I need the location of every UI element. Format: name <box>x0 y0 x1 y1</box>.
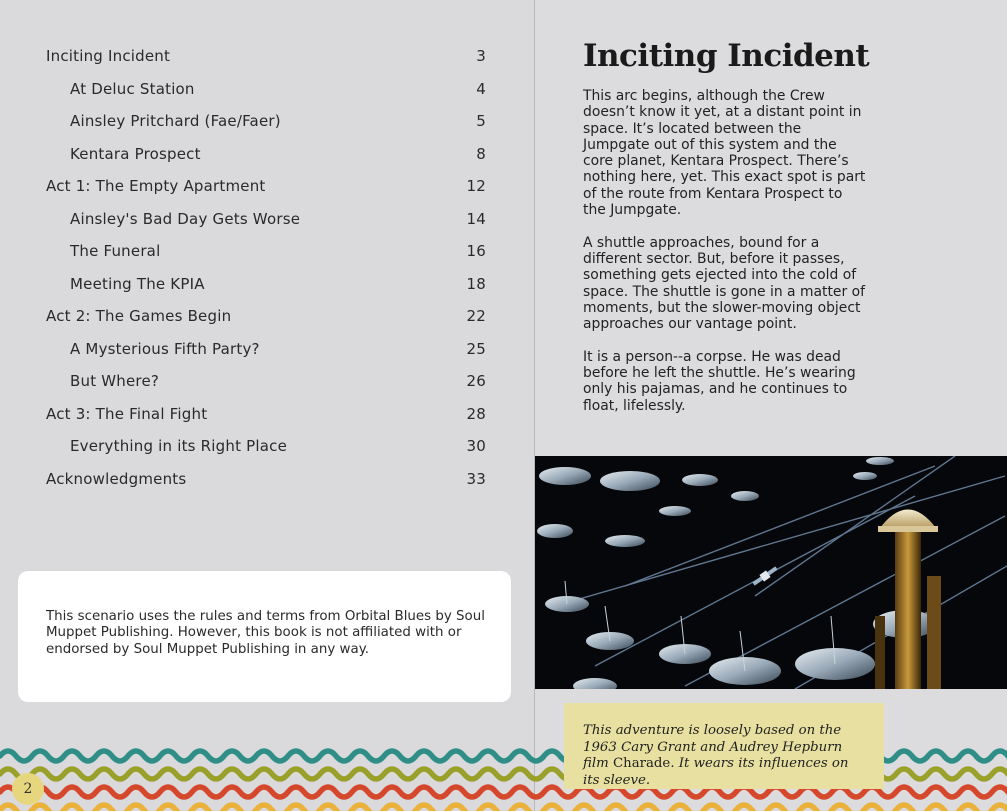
toc-entry[interactable] <box>46 402 486 435</box>
sidebar-note-outro: It wears its influences on its sleeve. <box>583 756 849 788</box>
toc-entry-title: Inciting Incident <box>46 47 171 65</box>
toc-entry-title: The Funeral <box>70 242 161 260</box>
toc-entry[interactable] <box>46 142 486 175</box>
toc-entry-page: 8 <box>476 144 486 163</box>
body-paragraph: It is a person--a corpse. He was dead before he left the shuttle. He’s wearing only his pajamas, and he continues to float, lifelessly. <box>583 348 856 414</box>
toc-entry-page: 5 <box>476 112 486 130</box>
toc-entry-page: 14 <box>466 209 486 228</box>
toc-entry-page: 25 <box>466 339 486 358</box>
toc-entry-title: At Deluc Station <box>70 79 195 98</box>
toc-entry-page: 3 <box>476 47 486 65</box>
toc-entry-title: Ainsley's Bad Day Gets Worse <box>70 209 301 228</box>
toc-entry-page: 18 <box>466 274 486 293</box>
sidebar-note-intro: This adventure is loosely based on the 1963 Cary Grant and Audrey Hepburn film <box>583 723 843 771</box>
toc-entry-title: Kentara Prospect <box>70 144 201 163</box>
film-title: Charade <box>612 756 671 771</box>
toc-entry-page: 22 <box>466 307 486 325</box>
toc-entry-title: Act 3: The Final Fight <box>46 404 208 423</box>
toc-entry-page: 26 <box>466 372 486 390</box>
toc-entry[interactable] <box>46 304 486 337</box>
toc-entry-title: Ainsley Pritchard (Fae/Faer) <box>70 112 281 130</box>
toc-entry[interactable] <box>46 239 486 272</box>
toc-entry-page: 33 <box>466 469 486 488</box>
toc-entry[interactable] <box>46 434 486 467</box>
page-gutter <box>534 0 535 811</box>
body-paragraph: This arc begins, although the Crew doesn’t know it yet, at a distant point in space. It’s located between the Jumpgate out of this system and the core planet, Kentara Prospect. There’s nothing here, yet. This exact spot is part of the route from Kentara Prospect to the Jumpgate. <box>583 88 866 219</box>
toc-entry-page: 30 <box>466 437 486 455</box>
toc-entry-page: 4 <box>476 79 486 98</box>
toc-entry-title: Meeting The KPIA <box>70 274 205 293</box>
toc-entry[interactable] <box>46 77 486 110</box>
disclaimer-text: This scenario uses the rules and terms from Orbital Blues by Soul Muppet Publishing. However, this book is not affiliated with or endorsed by Soul Muppet Publishing in any way. <box>46 609 485 657</box>
body-paragraph: A shuttle approaches, bound for a different sector. But, before it passes, something gets ejected into the cold of space. The shuttle is gone in a matter of moments, but the slower-moving object approaches our vantage point. <box>583 234 865 333</box>
toc-entry-title: Everything in its Right Place <box>70 437 288 455</box>
toc-entry[interactable] <box>46 174 486 207</box>
toc-entry-title: But Where? <box>70 372 160 390</box>
toc-entry[interactable] <box>46 44 486 77</box>
sidebar-note <box>564 703 884 789</box>
space-station-image <box>535 456 1007 689</box>
disclaimer-box <box>18 571 511 702</box>
chapter-title: Inciting Incident <box>583 38 870 74</box>
toc-entry[interactable] <box>46 272 486 305</box>
toc-entry-page: 12 <box>466 177 486 195</box>
page-number: 2 <box>12 773 44 805</box>
chapter-body <box>583 88 868 430</box>
toc-entry-title: Act 2: The Games Begin <box>46 307 232 325</box>
toc-entry[interactable] <box>46 337 486 370</box>
toc-entry[interactable] <box>46 207 486 240</box>
toc-entry-title: Act 1: The Empty Apartment <box>46 177 266 195</box>
toc-entry[interactable] <box>46 369 486 402</box>
sidebar-note-text: This adventure is loosely based on the 1963 Cary Grant and Audrey Hepburn film Charade. It wears its influences on its sleeve. <box>583 723 849 788</box>
toc-entry-page: 28 <box>466 404 486 423</box>
space-station-illustration <box>535 456 1007 689</box>
toc-entry-title: Acknowledgments <box>46 469 187 488</box>
toc-entry[interactable] <box>46 109 486 142</box>
toc-entry-title: A Mysterious Fifth Party? <box>70 339 260 358</box>
toc-entry-page: 16 <box>466 242 486 260</box>
toc-entry[interactable] <box>46 467 486 500</box>
table-of-contents <box>46 44 486 499</box>
